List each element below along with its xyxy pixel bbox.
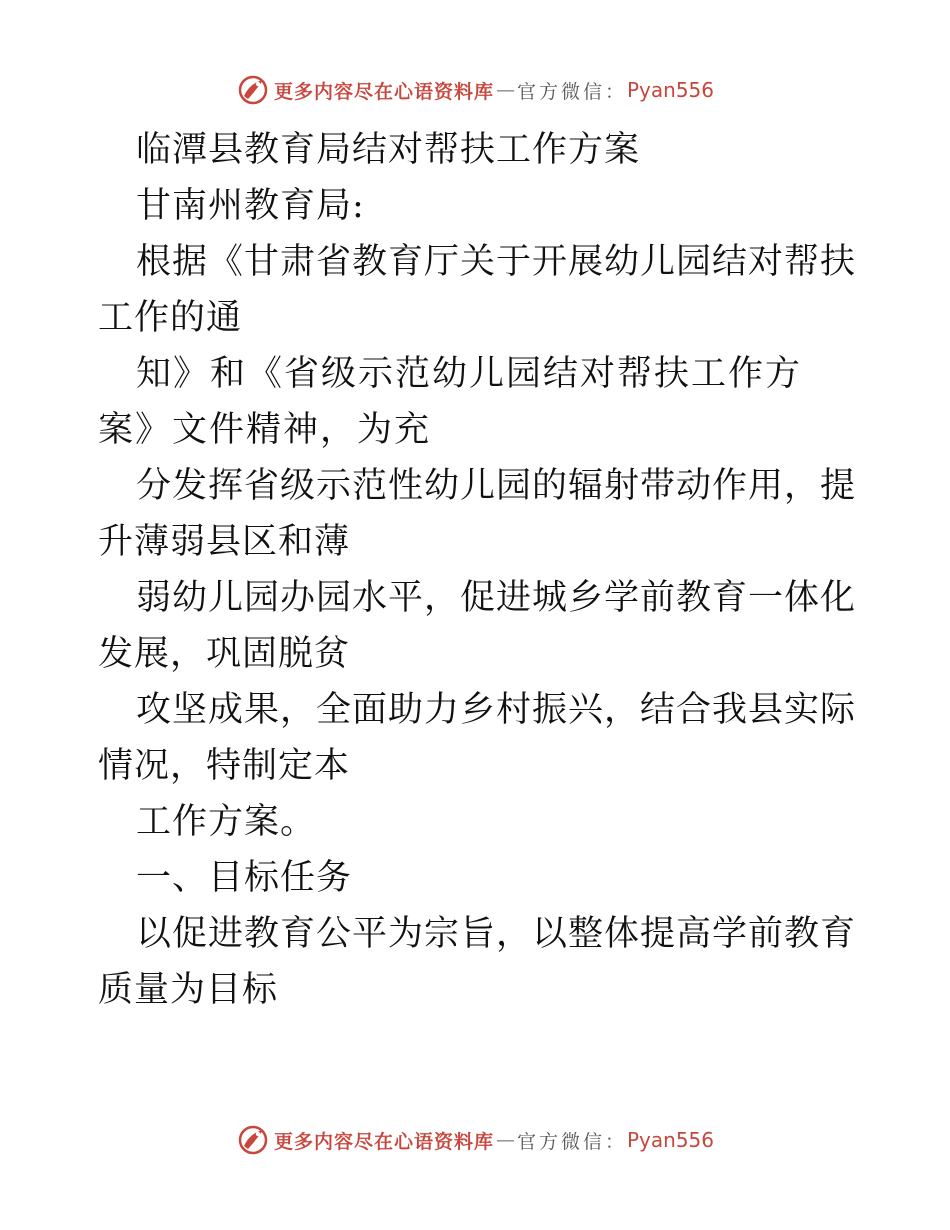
header-watermark — [0, 70, 950, 110]
document-body — [98, 122, 858, 1018]
document-paragraph: 工作方案。 — [136, 802, 317, 842]
document-paragraph: 以促进教育公平为宗旨，以整体提高学前教育质量为目标 — [98, 914, 857, 1010]
document-addressee: 甘南州教育局: — [136, 186, 365, 226]
footer-watermark — [0, 1120, 950, 1160]
watermark-wechat-id: Pyan556 — [627, 1128, 715, 1152]
document-paragraph: 知》和《省级示范幼儿园结对帮扶工作方案》文件精神，为充 — [98, 354, 803, 450]
section-heading: 一、目标任务 — [136, 858, 353, 898]
watermark-label: 官方微信： — [516, 80, 627, 103]
document-title: 临潭县教育局结对帮扶工作方案 — [136, 130, 641, 170]
watermark-label: 官方微信： — [516, 1130, 627, 1153]
document-paragraph: 弱幼儿园办园水平，促进城乡学前教育一体化发展，巩固脱贫 — [98, 578, 857, 674]
document-paragraph: 分发挥省级示范性幼儿园的辐射带动作用，提升薄弱县区和薄 — [98, 466, 857, 562]
bookmark-logo-icon — [236, 73, 270, 107]
watermark-dash: — — [495, 1129, 515, 1151]
watermark-brand: 更多内容尽在心语资料库 — [273, 1130, 494, 1153]
document-paragraph: 攻坚成果，全面助力乡村振兴，结合我县实际情况，特制定本 — [98, 690, 857, 786]
watermark-dash: — — [495, 79, 515, 101]
bookmark-logo-icon — [236, 1123, 270, 1157]
watermark-brand: 更多内容尽在心语资料库 — [273, 80, 494, 103]
watermark-wechat-id: Pyan556 — [627, 78, 715, 102]
document-paragraph: 根据《甘肃省教育厅关于开展幼儿园结对帮扶工作的通 — [98, 242, 857, 338]
